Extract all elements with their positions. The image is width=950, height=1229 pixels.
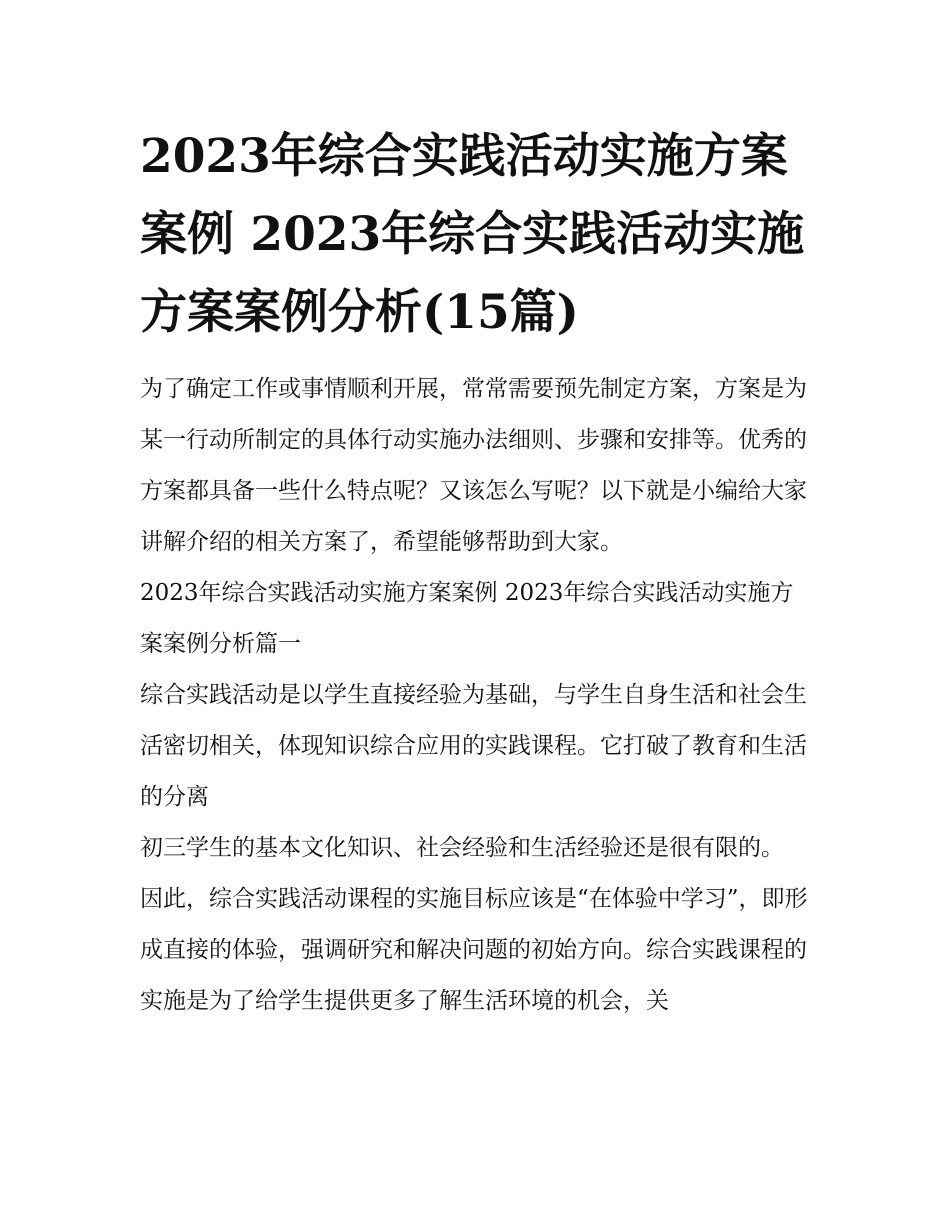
section-heading: 2023年综合实践活动实施方案案例 2023年综合实践活动实施方案案例分析篇一 <box>140 580 794 657</box>
body-paragraph: 初三学生的基本文化知识、社会经验和生活经验还是很有限的。 <box>140 835 784 861</box>
intro-paragraph: 为了确定工作或事情顺利开展，常常需要预先制定方案，方案是为某一行动所制定的具体行动实施办法细则、步骤和安排等。优秀的方案都具备一些什么特点呢？又该怎么写呢？以下就是小编给大家讲解介绍的相关方案了，希望能够帮助到大家。 <box>140 376 807 555</box>
document-title: 2023年综合实践活动实施方案案例 2023年综合实践活动实施方案案例分析(15篇) <box>140 129 805 340</box>
body-paragraph: 因此，综合实践活动课程的实施目标应该是“在体验中学习”，即形成直接的体验，强调研究和解决问题的初始方向。综合实践课程的实施是为了给学生提供更多了解生活环境的机会，关 <box>140 886 808 1014</box>
body-paragraph: 综合实践活动是以学生直接经验为基础，与学生自身生活和社会生活密切相关，体现知识综合应用的实践课程。它打破了教育和生活的分离 <box>140 682 807 810</box>
